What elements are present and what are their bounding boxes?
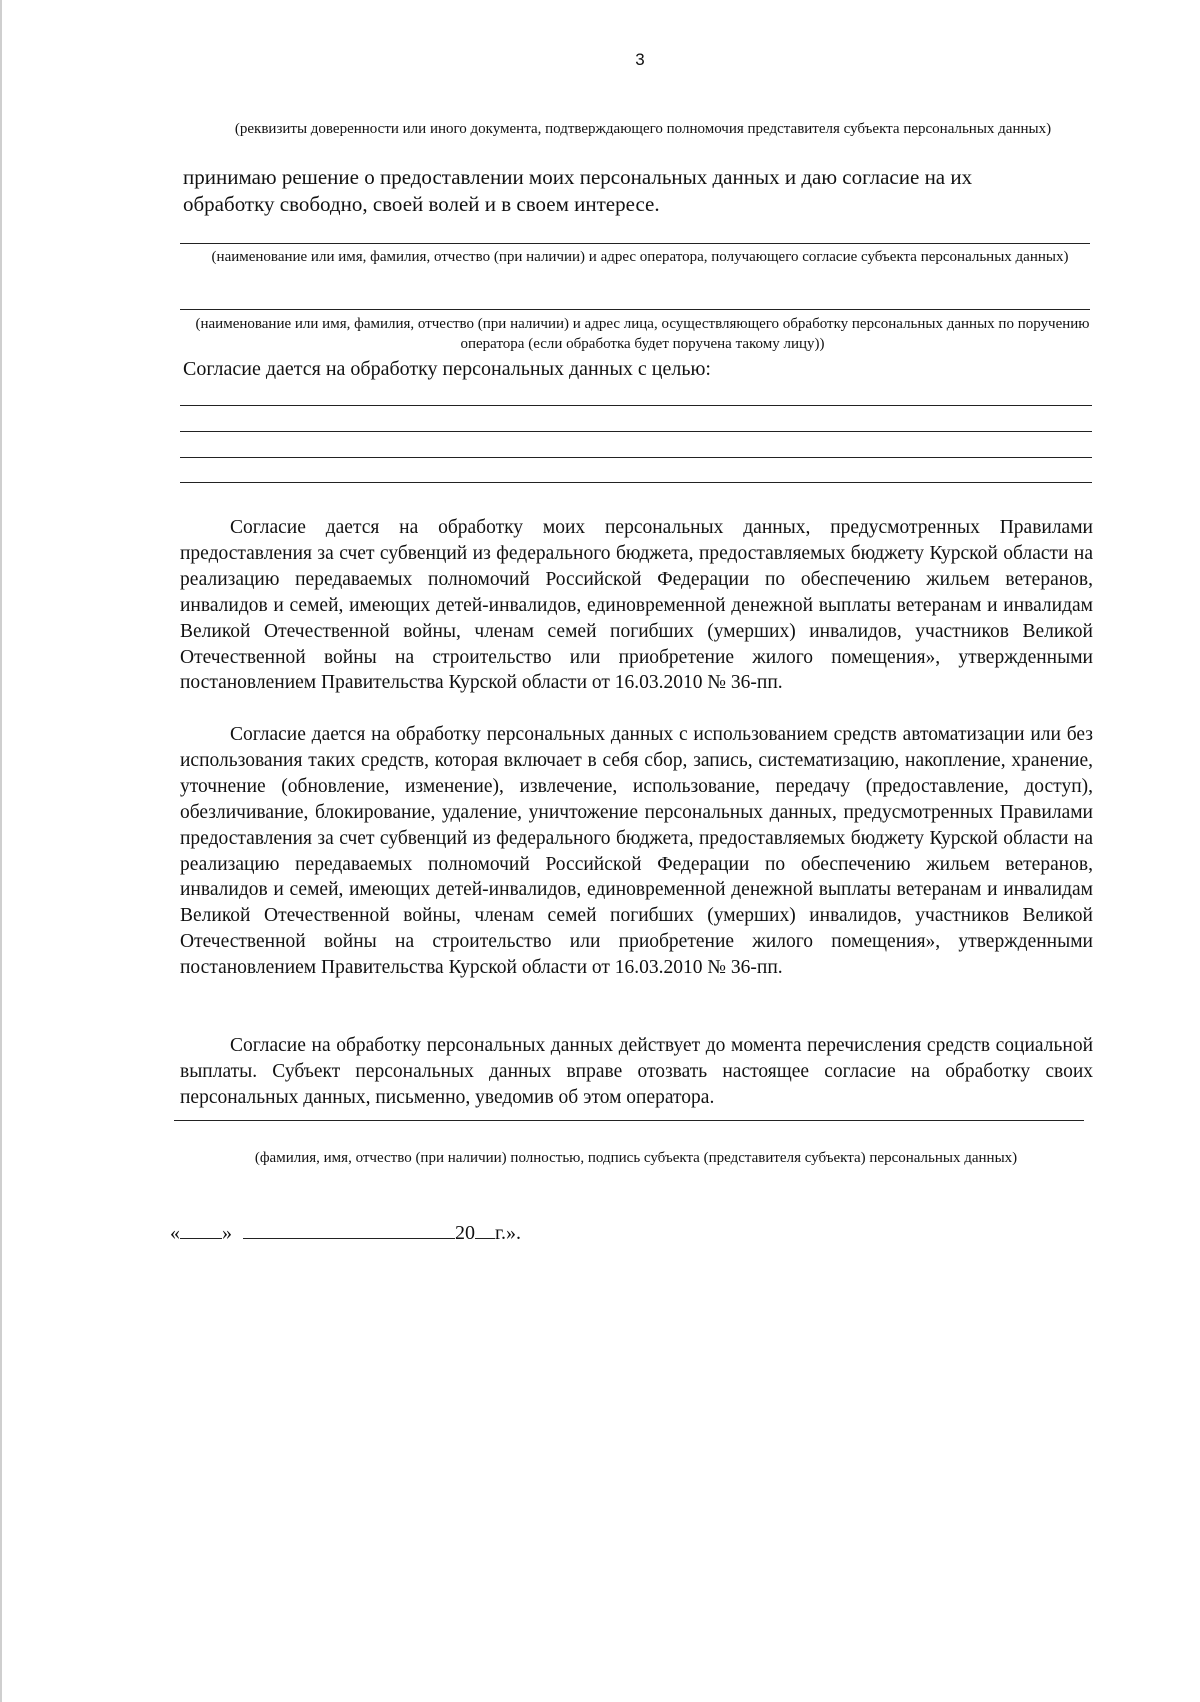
caption-processor: (наименование или имя, фамилия, отчество (при наличии) и адрес лица, осуществляющего обработку персональных данных по поручению оператора (если обработка будет поручена такому лицу)): [195, 316, 1090, 352]
consent-paragraph-methods: Согласие дается на обработку персональных данных с использованием средств автоматизации или без использования таких средств, которая включает в себя сбор, запись, систематизацию, накопление, хранение, уточнение (обновление, изменение), извлечение, использование, передачу (предоставление, доступ), обезличивание, блокирование, удаление, уничтожение персональных данных, предусмотренных Правилами предоставления за счет субвенций из федерального бюджета, предоставляемых бюджету Курской области на реализацию передаваемых полномочий Российской Федерации по обеспечению жильем ветеранов, инвалидов и семей, имеющих детей-инвалидов, единовременной денежной выплаты ветеранам и инвалидам Великой Отечественной войны, членам семей погибших (умерших) инвалидов, участников Великой Отечественной войны на строительство или приобретение жилого помещения», утвержденными постановлением Правительства Курской области от 16.03.2010 № 36-пп.: [180, 724, 1093, 979]
caption-power-of-attorney: (реквизиты доверенности или иного документа, подтверждающего полномочия представителя субъекта персональных данных): [234, 121, 1052, 137]
caption-operator: (наименование или имя, фамилия, отчество (при наличии) и адрес оператора, получающего согласие субъекта персональных данных): [211, 249, 1069, 265]
date-line: [170, 1220, 521, 1245]
consent-paragraph-scope: Согласие дается на обработку моих персональных данных, предусмотренных Правилами предоставления за счет субвенций из федерального бюджета, предоставляемых бюджету Курской области на реализацию передаваемых полномочий Российской Федерации по обеспечению жильем ветеранов, инвалидов и семей, имеющих детей-инвалидов, единовременной денежной выплаты ветеранам и инвалидам Великой Отечественной войны, членам семей погибших (умерших) инвалидов, участников Великой Отечественной войны на строительство или приобретение жилого помещения», утвержденными постановлением Правительства Курской области от 16.03.2010 № 36-пп.: [180, 517, 1093, 694]
purpose-fill-line-3: [180, 457, 1092, 458]
decision-line-2: обработку свободно, своей волей и в своем интересе.: [183, 192, 660, 216]
purpose-fill-line-4: [180, 482, 1092, 483]
purpose-fill-line-1: [180, 405, 1092, 406]
operator-fill-line: [180, 243, 1090, 244]
year-suffix: г.».: [495, 1222, 521, 1244]
date-open-quote: «: [170, 1222, 180, 1244]
signature-fill-line: [174, 1120, 1084, 1121]
year-blank[interactable]: [475, 1220, 495, 1239]
month-blank[interactable]: [243, 1220, 455, 1239]
day-blank[interactable]: [180, 1220, 222, 1239]
scan-edge: [0, 0, 2, 1702]
processor-fill-line: [180, 309, 1090, 310]
date-close-quote: »: [222, 1222, 232, 1244]
consent-paragraph-duration: Согласие на обработку персональных данных действует до момента перечисления средств социальной выплаты. Субъект персональных данных вправе отозвать настоящее согласие на обработку своих персональных данных, письменно, уведомив об этом оператора.: [180, 1035, 1093, 1108]
year-prefix: 20: [455, 1222, 475, 1244]
decision-line-1: принимаю решение о предоставлении моих персональных данных и даю согласие на их: [183, 165, 973, 189]
caption-signature: (фамилия, имя, отчество (при наличии) полностью, подпись субъекта (представителя субъекта) персональных данных): [254, 1150, 1018, 1166]
purpose-fill-line-2: [180, 431, 1092, 432]
purpose-label: Согласие дается на обработку персональных данных с целью:: [183, 358, 711, 380]
page-number: 3: [635, 50, 645, 69]
